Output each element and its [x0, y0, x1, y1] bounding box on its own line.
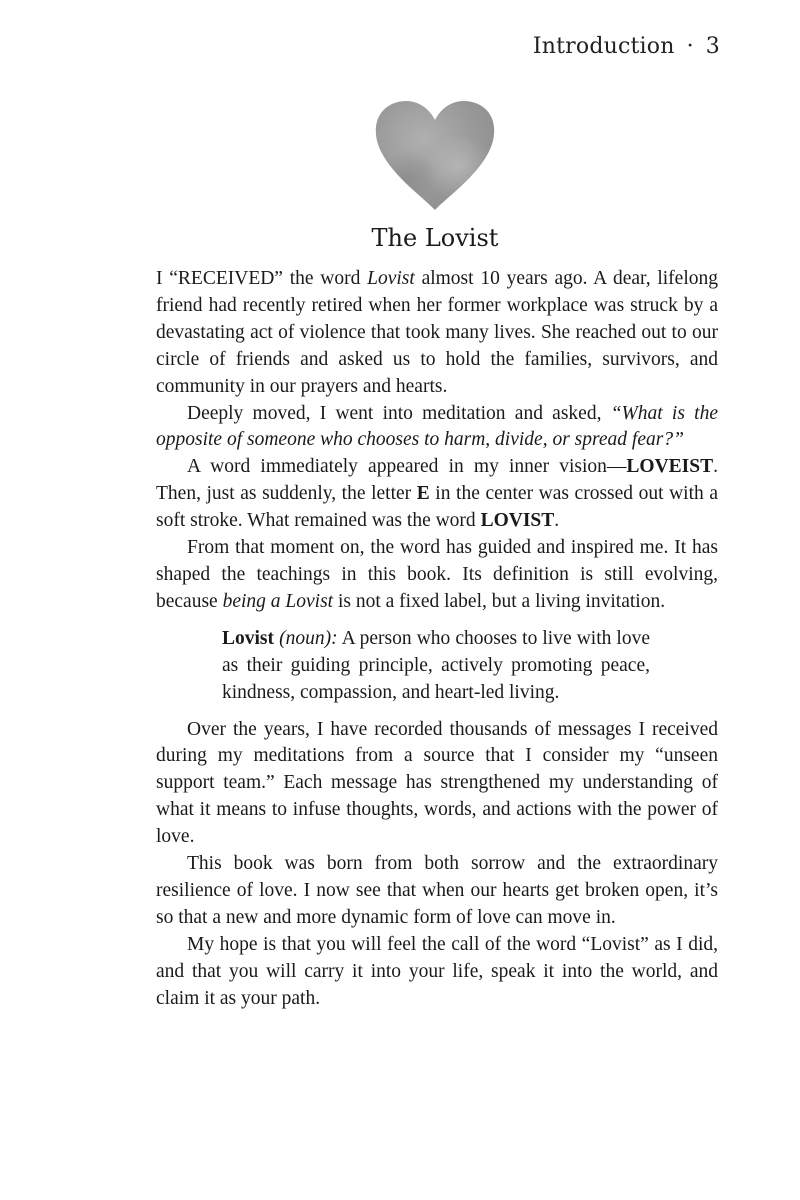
p1-text-c: almost 10 years ago. A dear, lifelong friend had recently retired when her former workplace was struck by a devastating act of violence that took many lives. She reached out to our circle of friends and asked us to hold the families, survivors, and community in our prayers and hearts.	[156, 268, 718, 397]
paragraph-6: This book was born from both sorrow and the extraordinary resilience of love. I now see that when our hearts get broken open, it’s so that a new and more dynamic form of love can move in.	[156, 853, 718, 928]
definition-block	[222, 626, 650, 707]
header-separator: ·	[686, 34, 694, 59]
chapter-title: The Lovist	[371, 224, 499, 252]
p4-text-a: From that moment on, the word has guided and inspired me. It has shaped the teachings in this book. Its definition is still evolving, because	[156, 537, 718, 612]
p1-lovist-italic: Lovist	[367, 268, 415, 289]
body-text	[156, 266, 718, 1012]
paragraph-4	[156, 535, 718, 616]
paragraph-7: My hope is that you will feel the call of the word “Lovist” as I did, and that you will carry it into your life, speak it into the world, and claim it as your path.	[156, 933, 718, 1009]
p1-text-a: I “RECEIVED” the word	[156, 268, 368, 289]
heart-icon-graphic	[374, 100, 496, 212]
running-head	[533, 34, 720, 59]
p4-being-lovist-italic: being a Lovist	[222, 590, 334, 612]
paragraph-3	[156, 454, 718, 535]
p3-text-g: .	[554, 510, 560, 532]
p3-text-c: . Then, just as suddenly, the letter	[156, 456, 718, 505]
definition-text: A person who chooses to live with love as their guiding principle, actively promoting peace, kindness, compassion, and heart-led living.	[222, 627, 651, 703]
page-number: 3	[705, 34, 720, 59]
p4-text-c: is not a fixed label, but a living invitation.	[333, 590, 666, 612]
definition-part-of-speech: (noun):	[279, 627, 338, 649]
p3-text-e: in the center was crossed out with a soft stroke. What remained was the word	[156, 483, 718, 532]
definition-term: Lovist	[222, 627, 275, 649]
p3-letter-e-bold: E	[416, 483, 430, 505]
paragraph-1	[156, 266, 718, 401]
paragraph-5: Over the years, I have recorded thousands of messages I received during my meditations from a source that I consider my “unseen support team.” Each message has strengthened my understanding of what it means to infuse thoughts, words, and actions with the power of love.	[156, 718, 718, 848]
p2-text-a: Deeply moved, I went into meditation and asked,	[187, 402, 611, 424]
section-title: Introduction	[532, 34, 675, 59]
paragraph-2	[156, 401, 718, 455]
heart-icon	[374, 100, 496, 212]
p3-loveist-bold: LOVEIST	[626, 456, 714, 478]
p3-text-a: A word immediately appeared in my inner vision—	[187, 456, 627, 478]
p2-question-italic: “What is the opposite of someone who chooses to harm, divide, or spread fear?”	[156, 402, 718, 451]
p3-lovist-bold: LOVIST	[480, 510, 555, 532]
